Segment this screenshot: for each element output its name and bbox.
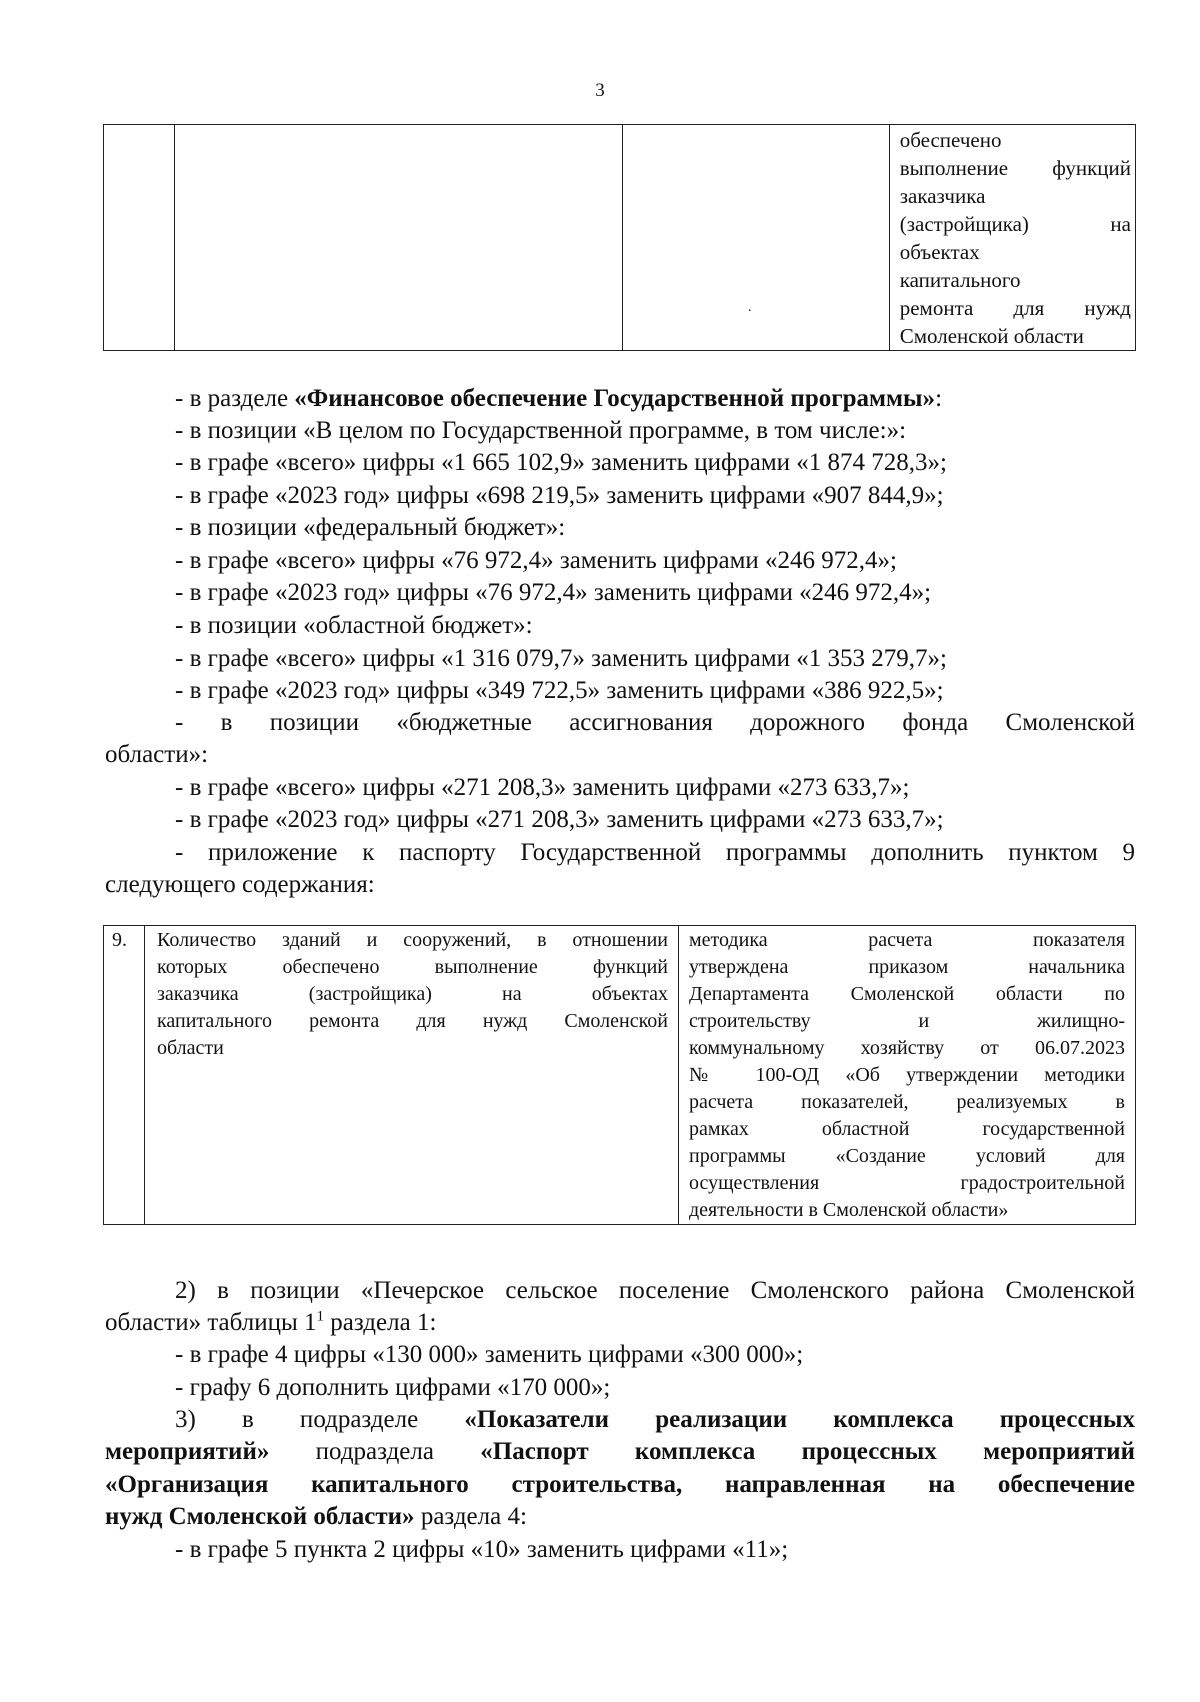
cell-line: осуществления градостроительной	[689, 1172, 1125, 1194]
section-title: «Финансовое обеспечение Государственной программы»	[294, 385, 936, 412]
top-table-cell-1	[104, 125, 175, 351]
text-line: - приложение к паспорту Государственной программы дополнить пунктом 9	[175, 839, 1135, 866]
item3-line2: мероприятий» подраздела «Паспорт комплекса процессных мероприятий	[105, 1438, 1135, 1465]
row-number-cell	[104, 926, 145, 1225]
indicator-table	[103, 925, 1136, 1225]
cell-line: (застройщика) на	[899, 212, 1131, 236]
indicator-name-cell	[145, 926, 679, 1225]
stray-mark: .	[748, 300, 752, 315]
text-line: - в графе «всего» цифры «1 665 102,9» заменить цифрами «1 874 728,3»;	[175, 449, 947, 476]
text-line: - в графе «2023 год» цифры «271 208,3» заменить цифрами «273 633,7»;	[175, 806, 944, 833]
item3-line5: - в графе 5 пункта 2 цифры «10» заменить цифрами «11»;	[175, 1536, 789, 1563]
cell-line: капитального	[899, 268, 1021, 292]
text-line: - в позиции «областной бюджет»:	[175, 612, 533, 639]
cell-line: расчета показателей, реализуемых в	[689, 1091, 1125, 1113]
cell-line: строительству и жилищно-	[689, 1010, 1125, 1032]
cell-line: рамках областной государственной	[689, 1118, 1125, 1140]
page-number: 3	[595, 80, 605, 101]
cell-line: программы «Создание условий для	[689, 1145, 1125, 1167]
cell-line: Количество зданий и сооружений, в отношении	[157, 929, 668, 951]
top-table-cell-2	[174, 125, 623, 351]
cell-line: Департамента Смоленской области по	[689, 983, 1125, 1005]
cell-line: Смоленской области	[899, 324, 1084, 348]
section-line: - в разделе «Финансовое обеспечение Государственной программы»:	[175, 385, 943, 412]
text-line: области»:	[105, 741, 209, 768]
cell-line: которых обеспечено выполнение функций	[157, 956, 668, 978]
text-line: - в позиции «бюджетные ассигнования дорожного фонда Смоленской	[175, 709, 1135, 736]
cell-line: выполнение функций	[899, 156, 1131, 180]
cell-line: методика расчета показателя	[689, 929, 1125, 951]
cell-line: деятельности в Смоленской области»	[689, 1199, 1009, 1221]
top-table	[103, 124, 1136, 351]
cell-line: капитального ремонта для нужд Смоленской	[157, 1010, 668, 1032]
top-table-cell-3	[623, 125, 890, 351]
text-line: - в графе «всего» цифры «76 972,4» заменить цифрами «246 972,4»;	[175, 547, 897, 574]
item2-line3: - в графе 4 цифры «130 000» заменить цифрами «300 000»;	[175, 1341, 804, 1368]
text-line: - в позиции «В целом по Государственной программе, в том числе:»:	[175, 417, 907, 444]
text-line: - в графе «2023 год» цифры «698 219,5» заменить цифрами «907 844,9»;	[175, 482, 944, 509]
superscript: 1	[316, 1308, 325, 1325]
cell-line: ремонта для нужд	[899, 296, 1131, 320]
text-line: - в графе «2023 год» цифры «349 722,5» заменить цифрами «386 922,5»;	[175, 677, 944, 704]
item2-line4: - графу 6 дополнить цифрами «170 000»;	[175, 1374, 611, 1401]
cell-line: коммунальному хозяйству от 06.07.2023	[689, 1037, 1125, 1059]
cell-line: объектах	[899, 240, 980, 264]
item3-line3: «Организация капитального строительства, направленная на обеспечение	[105, 1471, 1135, 1498]
text-line: - в позиции «федеральный бюджет»:	[175, 514, 566, 541]
cell-line: утверждена приказом начальника	[689, 956, 1125, 978]
item3-line1: 3) в подразделе «Показатели реализации комплекса процессных	[175, 1406, 1136, 1433]
item2-line2: области» таблицы $1^1$ раздела 1:	[105, 1308, 437, 1336]
cell-line: № 100-ОД «Об утверждении методики	[689, 1064, 1125, 1086]
cell-line: обеспечено	[899, 128, 1002, 152]
cell-line: области	[157, 1037, 224, 1059]
item2-line1: 2) в позиции «Печерское сельское поселение Смоленского района Смоленской	[175, 1277, 1135, 1304]
text-line: - в графе «всего» цифры «271 208,3» заменить цифрами «273 633,7»;	[175, 774, 910, 801]
text-line: - в графе «всего» цифры «1 316 079,7» заменить цифрами «1 353 279,7»;	[175, 645, 947, 672]
text-line: - в графе «2023 год» цифры «76 972,4» заменить цифрами «246 972,4»;	[175, 579, 932, 606]
top-table-cell-4	[889, 125, 1135, 351]
row-number: 9.	[112, 929, 127, 951]
methodology-cell	[679, 926, 1136, 1225]
item3-line4: нужд Смоленской области» раздела 4:	[105, 1503, 527, 1530]
cell-line: заказчика (застройщика) на объектах	[157, 983, 668, 1005]
cell-line: заказчика	[899, 184, 986, 208]
text-line: следующего содержания:	[105, 871, 375, 898]
